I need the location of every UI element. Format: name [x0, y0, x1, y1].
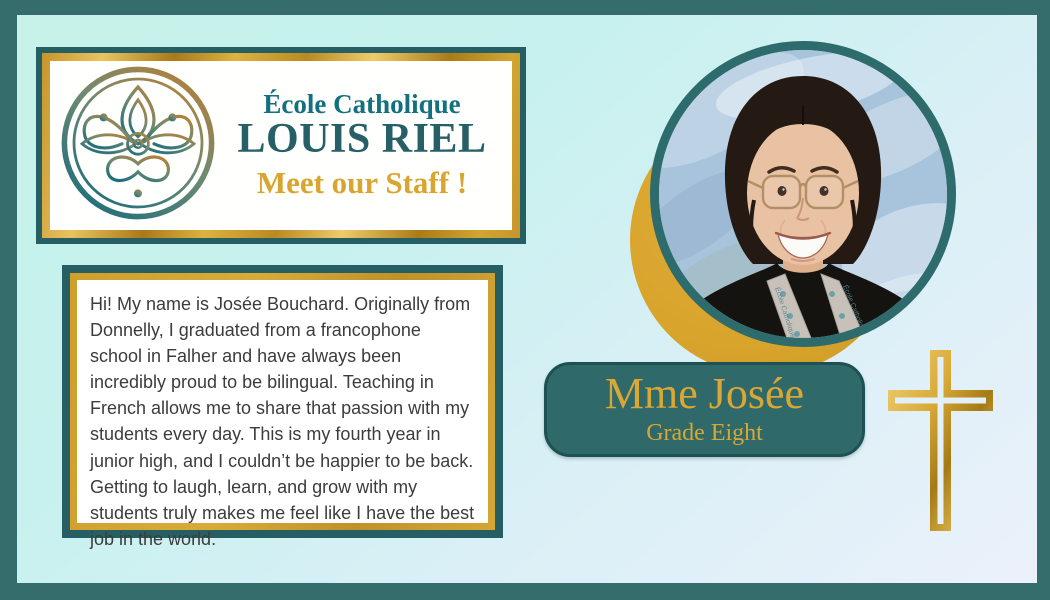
- staff-grade: Grade Eight: [646, 420, 763, 446]
- cross-icon: [888, 350, 994, 534]
- school-name-line2: LOUIS RIEL: [237, 116, 487, 163]
- header-card-inner: [50, 61, 512, 230]
- bio-text: Hi! My name is Josée Bouchard. Originally from Donnelly, I graduated from a francophone school in Falher and have always been incredibly proud to be bilingual. Teaching in French allows me to share that passion with my students every day. This is my fourth year in junior high, and I couldn’t be happier to be back. Getting to laugh, learn, and grow with my students truly makes me feel like I have the best job in the world.: [90, 294, 475, 549]
- staff-portrait-illustration: [659, 50, 947, 338]
- bio-card: [62, 265, 503, 549]
- header-tagline: Meet our Staff !: [256, 165, 468, 201]
- school-name-line1: École Catholique: [263, 88, 461, 119]
- name-plate: [544, 362, 865, 457]
- header-text-block: [218, 90, 512, 201]
- bio-card-inner: [77, 280, 488, 549]
- staff-photo: [650, 41, 956, 347]
- school-logo: [58, 63, 218, 228]
- staff-name: Mme Josée: [604, 369, 805, 418]
- header-card: [36, 47, 526, 244]
- school-crest-icon: [58, 63, 218, 223]
